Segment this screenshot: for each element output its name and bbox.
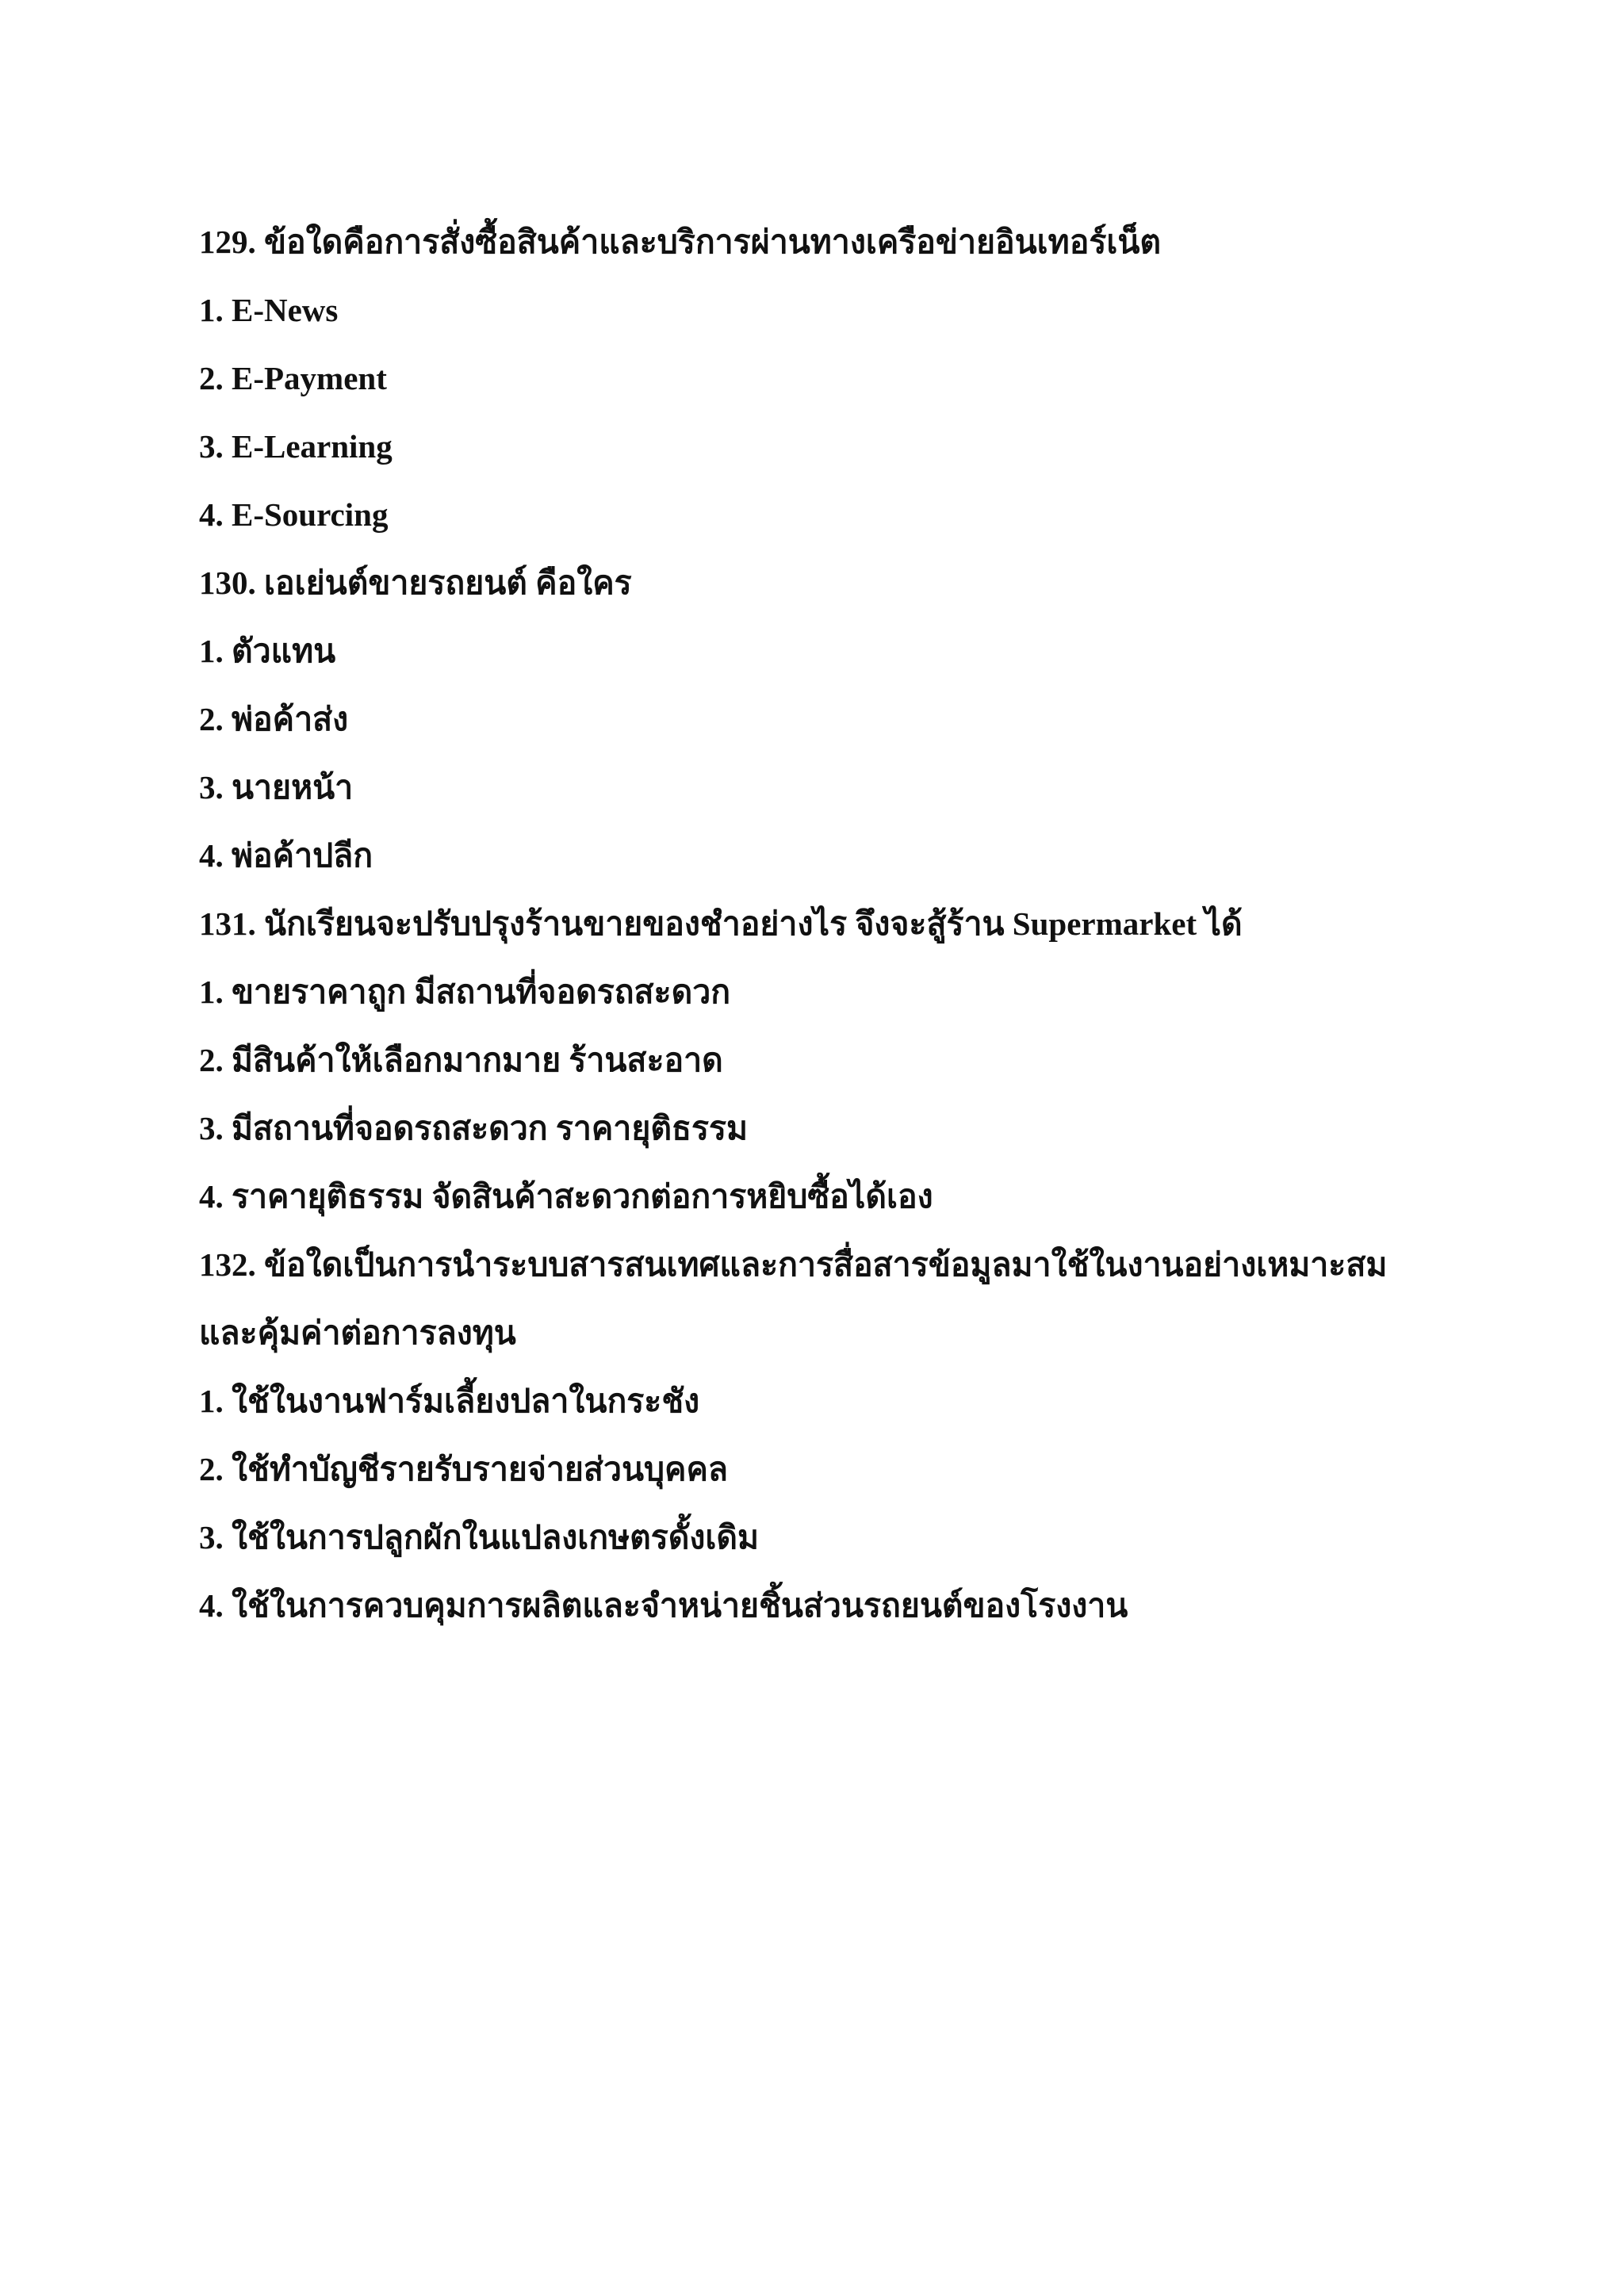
- question-text: 131. นักเรียนจะปรับปรุงร้านขายของชำอย่างไร จึงจะสู้ร้าน Supermarket ได้: [199, 905, 1243, 942]
- question-text: 129. ข้อใดคือการสั่งซื้อสินค้าและบริการผ่านทางเครือข่ายอินเทอร์เน็ต: [199, 224, 1162, 260]
- answer-option: 2. E-Payment: [199, 360, 387, 396]
- answer-option: 1. E-News: [199, 292, 339, 328]
- question-text: 132. ข้อใดเป็นการนำระบบสารสนเทศและการสื่อสารข้อมูลมาใช้ในงานอย่างเหมาะสม: [199, 1246, 1388, 1283]
- answer-option: 3. ใช้ในการปลูกผักในแปลงเกษตรดั้งเดิม: [199, 1519, 760, 1556]
- question-text-continued: และคุ้มค่าต่อการลงทุน: [199, 1314, 516, 1351]
- answer-option: 4. ราคายุติธรรม จัดสินค้าสะดวกต่อการหยิบซื้อได้เอง: [199, 1178, 933, 1215]
- question-text: 130. เอเย่นต์ขายรถยนต์ คือใคร: [199, 564, 632, 601]
- answer-option: 1. ตัวแทน: [199, 633, 336, 669]
- answer-option: 1. ขายราคาถูก มีสถานที่จอดรถสะดวก: [199, 974, 731, 1010]
- answer-option: 2. พ่อค้าส่ง: [199, 701, 349, 737]
- answer-option: 2. ใช้ทำบัญชีรายรับรายจ่ายส่วนบุคคล: [199, 1451, 729, 1487]
- answer-option: 4. E-Sourcing: [199, 496, 389, 533]
- answer-option: 4. ใช้ในการควบคุมการผลิตและจำหน่ายชิ้นส่วนรถยนต์ของโรงงาน: [199, 1587, 1128, 1624]
- answer-option: 4. พ่อค้าปลีก: [199, 837, 373, 874]
- question-130: [199, 549, 1468, 890]
- answer-option: 3. E-Learning: [199, 428, 393, 465]
- answer-option: 3. นายหน้า: [199, 769, 354, 806]
- answer-option: 3. มีสถานที่จอดรถสะดวก ราคายุติธรรม: [199, 1110, 749, 1146]
- answer-option: 2. มีสินค้าให้เลือกมากมาย ร้านสะอาด: [199, 1042, 723, 1078]
- question-131: [199, 890, 1468, 1230]
- question-list: [199, 208, 1468, 1640]
- question-132: [199, 1230, 1468, 1640]
- answer-option: 1. ใช้ในงานฟาร์มเลี้ยงปลาในกระชัง: [199, 1383, 700, 1419]
- question-129: [199, 208, 1468, 549]
